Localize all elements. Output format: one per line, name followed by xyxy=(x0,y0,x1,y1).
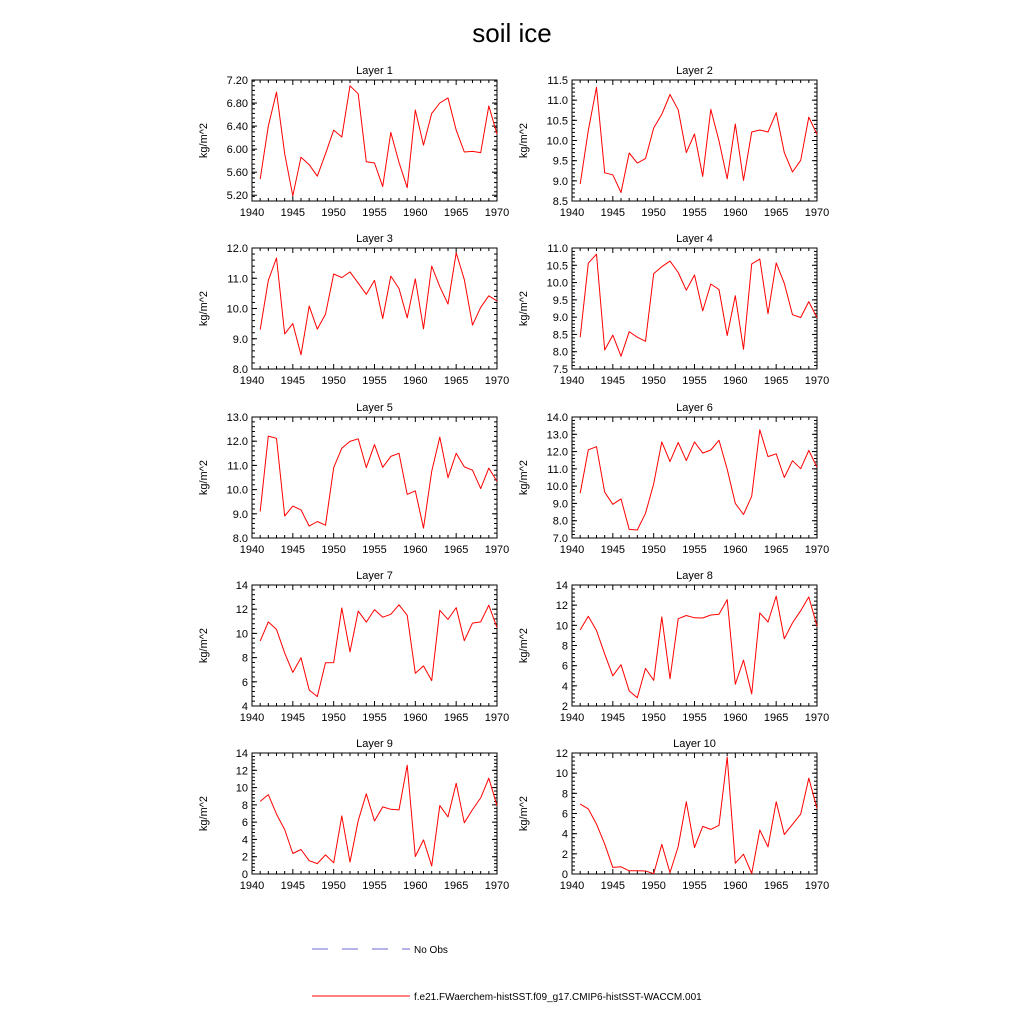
y-tick-label: 8 xyxy=(561,640,568,653)
x-tick-label: 1955 xyxy=(362,207,387,219)
y-tick-label: 8.0 xyxy=(232,533,248,545)
y-tick-label: 6.40 xyxy=(226,121,248,134)
y-tick-label: 7.0 xyxy=(552,533,568,545)
x-tick-label: 1955 xyxy=(362,544,387,556)
x-tick-label: 1960 xyxy=(403,712,428,724)
x-tick-label: 1950 xyxy=(641,880,666,892)
x-tick-label: 1970 xyxy=(484,880,510,892)
y-tick-label: 10.0 xyxy=(226,484,248,497)
panel-title: Layer 3 xyxy=(356,233,393,245)
series-line xyxy=(260,436,497,528)
y-tick-label: 12.0 xyxy=(546,446,568,459)
y-tick-label: 9.0 xyxy=(552,175,568,188)
y-tick-label: 6 xyxy=(241,676,248,689)
x-tick-label: 1960 xyxy=(403,375,428,387)
x-tick-label: 1965 xyxy=(763,375,789,387)
x-tick-label: 1940 xyxy=(559,207,585,219)
y-tick-label: 12.0 xyxy=(226,436,248,449)
y-tick-label: 13.0 xyxy=(226,412,248,424)
y-tick-label: 9.5 xyxy=(552,294,568,307)
panel-title: Layer 2 xyxy=(676,65,713,77)
y-tick-label: 8.0 xyxy=(552,515,568,528)
y-axis-label: kg/m^2 xyxy=(518,795,530,832)
y-tick-label: 14 xyxy=(235,580,248,592)
y-axis-label: kg/m^2 xyxy=(198,290,210,327)
legend-obs-label: No Obs xyxy=(414,945,448,956)
x-tick-label: 1960 xyxy=(403,880,428,892)
x-tick-label: 1940 xyxy=(239,544,265,556)
figure-title: soil ice xyxy=(472,18,552,48)
y-tick-label: 8.5 xyxy=(552,196,568,208)
y-tick-label: 12 xyxy=(235,604,248,617)
panel-layer-10 xyxy=(518,738,829,892)
x-tick-label: 1945 xyxy=(600,880,626,892)
y-tick-label: 12 xyxy=(235,765,248,778)
y-tick-label: 12 xyxy=(555,748,568,760)
x-tick-label: 1950 xyxy=(321,375,346,387)
x-tick-label: 1940 xyxy=(239,207,265,219)
y-tick-label: 0 xyxy=(561,869,568,881)
y-tick-label: 6.00 xyxy=(226,144,248,157)
panel-layer-4 xyxy=(518,233,829,387)
x-tick-label: 1945 xyxy=(280,880,306,892)
plot-frame xyxy=(572,248,817,369)
y-tick-label: 4 xyxy=(561,680,568,693)
x-tick-label: 1940 xyxy=(239,375,265,387)
y-tick-label: 4 xyxy=(241,834,248,847)
series-line xyxy=(580,757,817,874)
plot-frame xyxy=(572,80,817,201)
x-tick-label: 1960 xyxy=(723,544,748,556)
panel-layer-3 xyxy=(198,233,509,387)
y-tick-label: 11.0 xyxy=(227,273,248,286)
panel-title: Layer 8 xyxy=(676,570,713,582)
y-tick-label: 7.20 xyxy=(226,75,248,87)
y-tick-label: 10.5 xyxy=(546,260,568,273)
panel-layer-8 xyxy=(518,570,829,724)
y-tick-label: 11.0 xyxy=(547,95,568,108)
y-tick-label: 10 xyxy=(235,782,248,795)
y-axis-label: kg/m^2 xyxy=(518,459,530,496)
y-tick-label: 4 xyxy=(241,701,248,713)
y-tick-label: 12.0 xyxy=(226,243,248,255)
x-tick-label: 1955 xyxy=(682,880,707,892)
x-tick-label: 1960 xyxy=(723,880,748,892)
x-tick-label: 1965 xyxy=(763,207,789,219)
panel-layer-9 xyxy=(198,738,509,892)
panel-title: Layer 10 xyxy=(673,738,716,750)
y-tick-label: 11.0 xyxy=(547,463,568,476)
x-tick-label: 1940 xyxy=(559,880,585,892)
x-tick-label: 1965 xyxy=(763,880,789,892)
y-tick-label: 2 xyxy=(561,701,568,713)
series-line xyxy=(260,86,497,196)
y-tick-label: 11.5 xyxy=(547,75,568,87)
y-tick-label: 10.0 xyxy=(226,303,248,316)
y-axis-label: kg/m^2 xyxy=(518,290,530,327)
x-tick-label: 1955 xyxy=(682,712,707,724)
x-tick-label: 1970 xyxy=(484,544,510,556)
y-tick-label: 6 xyxy=(561,660,568,673)
x-tick-label: 1970 xyxy=(804,375,830,387)
x-tick-label: 1955 xyxy=(362,375,387,387)
x-tick-label: 1960 xyxy=(403,207,428,219)
plot-frame xyxy=(572,417,817,538)
panel-title: Layer 6 xyxy=(676,402,713,414)
panel-title: Layer 7 xyxy=(356,570,393,582)
x-tick-label: 1965 xyxy=(763,544,789,556)
panel-title: Layer 5 xyxy=(356,402,393,414)
x-tick-label: 1950 xyxy=(641,207,666,219)
panel-layer-7 xyxy=(198,570,509,724)
x-tick-label: 1970 xyxy=(804,544,830,556)
y-tick-label: 14 xyxy=(555,580,568,592)
x-tick-label: 1945 xyxy=(600,207,626,219)
y-tick-label: 14.0 xyxy=(546,412,568,424)
x-tick-label: 1950 xyxy=(321,880,346,892)
y-tick-label: 4 xyxy=(561,828,568,841)
x-tick-label: 1970 xyxy=(484,207,510,219)
y-tick-label: 9.0 xyxy=(232,333,248,346)
panel-layer-1 xyxy=(198,65,509,219)
y-tick-label: 10 xyxy=(235,628,248,641)
y-tick-label: 11.0 xyxy=(227,460,248,473)
y-tick-label: 10 xyxy=(555,620,568,633)
x-tick-label: 1970 xyxy=(804,880,830,892)
panel-title: Layer 4 xyxy=(676,233,713,245)
y-tick-label: 8 xyxy=(561,788,568,801)
y-tick-label: 8 xyxy=(241,799,248,812)
x-tick-label: 1945 xyxy=(600,544,626,556)
plot-frame xyxy=(572,585,817,706)
y-tick-label: 8.0 xyxy=(232,364,248,376)
x-tick-label: 1940 xyxy=(559,712,585,724)
y-tick-label: 6 xyxy=(561,808,568,821)
y-tick-label: 6 xyxy=(241,817,248,830)
plot-frame xyxy=(252,585,497,706)
x-tick-label: 1940 xyxy=(559,375,585,387)
x-tick-label: 1950 xyxy=(641,712,666,724)
x-tick-label: 1940 xyxy=(239,712,265,724)
y-tick-label: 5.60 xyxy=(226,167,248,180)
panel-layer-2 xyxy=(518,65,829,219)
x-tick-label: 1945 xyxy=(600,712,626,724)
y-axis-label: kg/m^2 xyxy=(518,627,530,664)
y-tick-label: 8 xyxy=(241,652,248,665)
series-line xyxy=(260,253,497,355)
x-tick-label: 1970 xyxy=(484,375,510,387)
x-tick-label: 1945 xyxy=(600,375,626,387)
plot-frame xyxy=(252,753,497,874)
x-tick-label: 1960 xyxy=(723,712,748,724)
x-tick-label: 1950 xyxy=(641,544,666,556)
y-tick-label: 10.5 xyxy=(546,115,568,128)
x-tick-label: 1970 xyxy=(484,712,510,724)
y-tick-label: 7.5 xyxy=(552,364,568,376)
x-tick-label: 1970 xyxy=(804,712,830,724)
y-tick-label: 10.0 xyxy=(546,277,568,290)
series-line xyxy=(580,87,817,192)
x-tick-label: 1960 xyxy=(403,544,428,556)
y-axis-label: kg/m^2 xyxy=(198,795,210,832)
x-tick-label: 1945 xyxy=(280,375,306,387)
y-tick-label: 2 xyxy=(561,848,568,861)
y-tick-label: 11.0 xyxy=(547,243,568,255)
x-tick-label: 1950 xyxy=(321,544,346,556)
series-line xyxy=(260,605,497,697)
y-tick-label: 9.0 xyxy=(232,508,248,521)
panel-layer-6 xyxy=(518,402,829,556)
y-axis-label: kg/m^2 xyxy=(198,627,210,664)
x-tick-label: 1950 xyxy=(321,207,346,219)
x-tick-label: 1965 xyxy=(443,880,469,892)
x-tick-label: 1950 xyxy=(641,375,666,387)
series-line xyxy=(580,254,817,356)
x-tick-label: 1955 xyxy=(682,544,707,556)
y-tick-label: 14 xyxy=(235,748,248,760)
y-tick-label: 5.20 xyxy=(226,190,248,203)
panel-title: Layer 1 xyxy=(356,65,393,77)
y-tick-label: 10 xyxy=(555,768,568,781)
x-tick-label: 1965 xyxy=(443,207,469,219)
y-tick-label: 10.0 xyxy=(546,135,568,148)
panel-layer-5 xyxy=(198,402,509,556)
y-tick-label: 2 xyxy=(241,851,248,864)
series-line xyxy=(260,765,497,866)
x-tick-label: 1955 xyxy=(362,880,387,892)
legend xyxy=(312,945,702,1003)
x-tick-label: 1940 xyxy=(559,544,585,556)
y-tick-label: 8.5 xyxy=(552,329,568,342)
x-tick-label: 1955 xyxy=(682,375,707,387)
x-tick-label: 1965 xyxy=(443,712,469,724)
x-tick-label: 1970 xyxy=(804,207,830,219)
y-tick-label: 10.0 xyxy=(546,481,568,494)
x-tick-label: 1955 xyxy=(362,712,387,724)
x-tick-label: 1955 xyxy=(682,207,707,219)
series-line xyxy=(580,596,817,698)
x-tick-label: 1950 xyxy=(321,712,346,724)
y-axis-label: kg/m^2 xyxy=(198,122,210,159)
y-tick-label: 0 xyxy=(241,869,248,881)
y-tick-label: 9.0 xyxy=(552,498,568,511)
y-tick-label: 13.0 xyxy=(546,429,568,442)
x-tick-label: 1965 xyxy=(443,375,469,387)
plot-frame xyxy=(252,417,497,538)
legend-model-label: f.e21.FWaerchem-histSST.f09_g17.CMIP6-histSST-WACCM.001 xyxy=(414,992,702,1003)
panel-title: Layer 9 xyxy=(356,738,393,750)
x-tick-label: 1945 xyxy=(280,207,306,219)
y-tick-label: 9.5 xyxy=(552,155,568,168)
x-tick-label: 1960 xyxy=(723,207,748,219)
series-line xyxy=(580,430,817,530)
y-tick-label: 8.0 xyxy=(552,346,568,359)
y-axis-label: kg/m^2 xyxy=(198,459,210,496)
x-tick-label: 1965 xyxy=(763,712,789,724)
x-tick-label: 1965 xyxy=(443,544,469,556)
x-tick-label: 1945 xyxy=(280,544,306,556)
panel-grid xyxy=(198,65,829,892)
y-tick-label: 9.0 xyxy=(552,312,568,325)
y-tick-label: 12 xyxy=(555,600,568,613)
x-tick-label: 1945 xyxy=(280,712,306,724)
x-tick-label: 1940 xyxy=(239,880,265,892)
x-tick-label: 1960 xyxy=(723,375,748,387)
y-tick-label: 6.80 xyxy=(226,98,248,111)
y-axis-label: kg/m^2 xyxy=(518,122,530,159)
